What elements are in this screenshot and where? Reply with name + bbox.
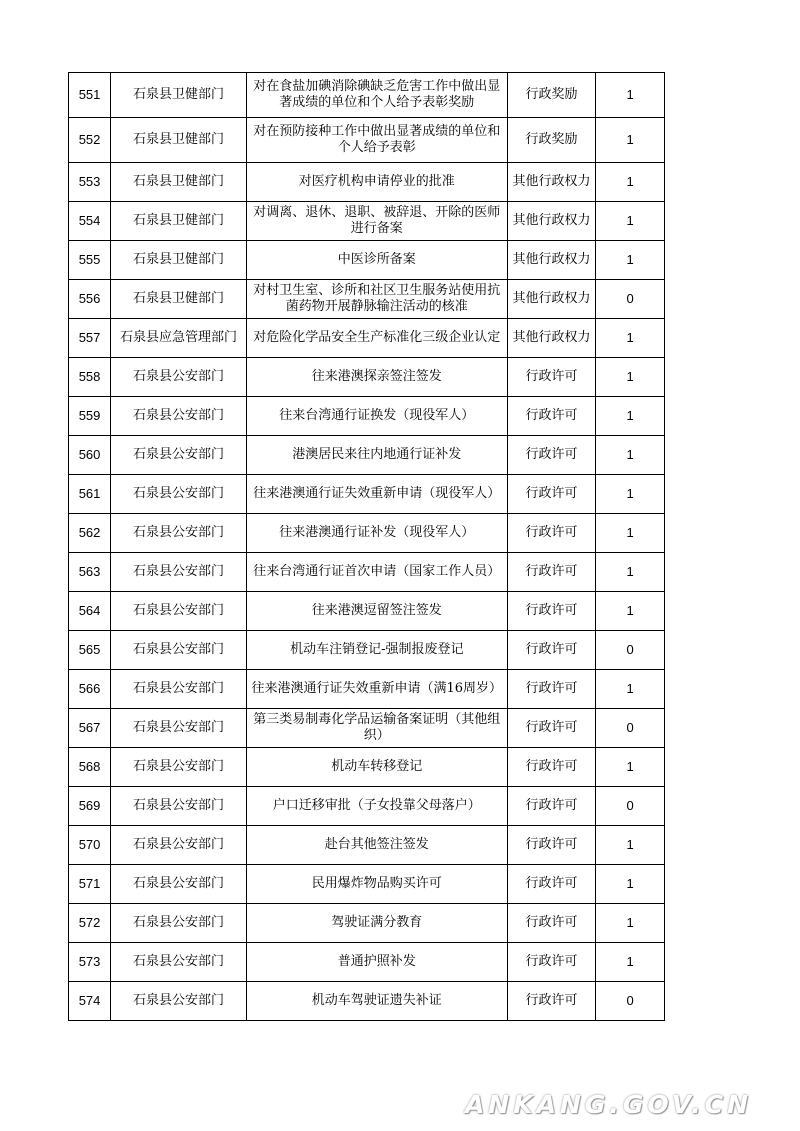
table-row bbox=[69, 748, 665, 787]
department-cell: 石泉县公安部门 bbox=[111, 514, 247, 553]
power-type-cell: 行政许可 bbox=[507, 475, 595, 514]
department-cell: 石泉县卫健部门 bbox=[111, 73, 247, 118]
item-count-cell: 1 bbox=[596, 865, 665, 904]
power-type-cell: 行政许可 bbox=[507, 709, 595, 748]
item-count-cell: 0 bbox=[596, 631, 665, 670]
row-number-cell: 560 bbox=[69, 436, 111, 475]
power-type-cell: 其他行政权力 bbox=[507, 319, 595, 358]
power-type-cell: 行政许可 bbox=[507, 514, 595, 553]
table-row bbox=[69, 397, 665, 436]
row-number-cell: 574 bbox=[69, 982, 111, 1021]
records-table bbox=[68, 72, 665, 1021]
item-count-cell: 0 bbox=[596, 787, 665, 826]
row-number-cell: 571 bbox=[69, 865, 111, 904]
table-row bbox=[69, 865, 665, 904]
item-count-cell: 0 bbox=[596, 982, 665, 1021]
power-type-cell: 行政许可 bbox=[507, 397, 595, 436]
row-number-cell: 554 bbox=[69, 202, 111, 241]
table-row bbox=[69, 241, 665, 280]
row-number-cell: 572 bbox=[69, 904, 111, 943]
item-name-cell: 往来港澳通行证补发（现役军人） bbox=[246, 514, 507, 553]
row-number-cell: 573 bbox=[69, 943, 111, 982]
table-row bbox=[69, 436, 665, 475]
row-number-cell: 570 bbox=[69, 826, 111, 865]
power-type-cell: 行政许可 bbox=[507, 943, 595, 982]
item-count-cell: 1 bbox=[596, 553, 665, 592]
row-number-cell: 558 bbox=[69, 358, 111, 397]
item-name-cell: 对在预防接种工作中做出显著成绩的单位和个人给予表彰 bbox=[246, 118, 507, 163]
row-number-cell: 569 bbox=[69, 787, 111, 826]
table-row bbox=[69, 358, 665, 397]
power-type-cell: 其他行政权力 bbox=[507, 202, 595, 241]
item-name-cell: 往来台湾通行证首次申请（国家工作人员） bbox=[246, 553, 507, 592]
table-row bbox=[69, 982, 665, 1021]
item-name-cell: 对危险化学品安全生产标准化三级企业认定 bbox=[246, 319, 507, 358]
department-cell: 石泉县公安部门 bbox=[111, 904, 247, 943]
row-number-cell: 562 bbox=[69, 514, 111, 553]
power-type-cell: 行政许可 bbox=[507, 631, 595, 670]
table-row bbox=[69, 118, 665, 163]
table-row bbox=[69, 826, 665, 865]
item-name-cell: 普通护照补发 bbox=[246, 943, 507, 982]
table-row bbox=[69, 631, 665, 670]
department-cell: 石泉县公安部门 bbox=[111, 982, 247, 1021]
power-type-cell: 行政许可 bbox=[507, 865, 595, 904]
records-table-body bbox=[69, 73, 665, 1021]
item-count-cell: 1 bbox=[596, 475, 665, 514]
table-row bbox=[69, 202, 665, 241]
row-number-cell: 561 bbox=[69, 475, 111, 514]
power-type-cell: 其他行政权力 bbox=[507, 241, 595, 280]
row-number-cell: 568 bbox=[69, 748, 111, 787]
department-cell: 石泉县公安部门 bbox=[111, 592, 247, 631]
item-count-cell: 1 bbox=[596, 319, 665, 358]
power-type-cell: 其他行政权力 bbox=[507, 163, 595, 202]
item-name-cell: 往来港澳通行证失效重新申请（满16周岁） bbox=[246, 670, 507, 709]
item-count-cell: 1 bbox=[596, 670, 665, 709]
department-cell: 石泉县公安部门 bbox=[111, 553, 247, 592]
power-type-cell: 行政许可 bbox=[507, 904, 595, 943]
table-row bbox=[69, 670, 665, 709]
item-count-cell: 1 bbox=[596, 592, 665, 631]
table-row bbox=[69, 475, 665, 514]
item-name-cell: 驾驶证满分教育 bbox=[246, 904, 507, 943]
power-type-cell: 行政许可 bbox=[507, 787, 595, 826]
department-cell: 石泉县公安部门 bbox=[111, 631, 247, 670]
department-cell: 石泉县公安部门 bbox=[111, 709, 247, 748]
item-count-cell: 1 bbox=[596, 943, 665, 982]
item-name-cell: 港澳居民来往内地通行证补发 bbox=[246, 436, 507, 475]
item-name-cell: 对在食盐加碘消除碘缺乏危害工作中做出显著成绩的单位和个人给予表彰奖励 bbox=[246, 73, 507, 118]
table-row bbox=[69, 319, 665, 358]
table-row bbox=[69, 904, 665, 943]
department-cell: 石泉县卫健部门 bbox=[111, 163, 247, 202]
table-row bbox=[69, 514, 665, 553]
table-row bbox=[69, 553, 665, 592]
item-name-cell: 往来港澳通行证失效重新申请（现役军人） bbox=[246, 475, 507, 514]
table-row bbox=[69, 943, 665, 982]
item-name-cell: 中医诊所备案 bbox=[246, 241, 507, 280]
table-row bbox=[69, 280, 665, 319]
row-number-cell: 563 bbox=[69, 553, 111, 592]
department-cell: 石泉县公安部门 bbox=[111, 670, 247, 709]
department-cell: 石泉县公安部门 bbox=[111, 436, 247, 475]
item-name-cell: 第三类易制毒化学品运输备案证明（其他组织） bbox=[246, 709, 507, 748]
power-type-cell: 行政许可 bbox=[507, 436, 595, 475]
power-type-cell: 行政许可 bbox=[507, 670, 595, 709]
table-row bbox=[69, 163, 665, 202]
item-name-cell: 对医疗机构申请停业的批准 bbox=[246, 163, 507, 202]
row-number-cell: 552 bbox=[69, 118, 111, 163]
item-count-cell: 1 bbox=[596, 358, 665, 397]
item-count-cell: 1 bbox=[596, 397, 665, 436]
power-type-cell: 其他行政权力 bbox=[507, 280, 595, 319]
item-count-cell: 1 bbox=[596, 241, 665, 280]
department-cell: 石泉县公安部门 bbox=[111, 748, 247, 787]
power-type-cell: 行政奖励 bbox=[507, 73, 595, 118]
item-count-cell: 1 bbox=[596, 514, 665, 553]
item-count-cell: 1 bbox=[596, 748, 665, 787]
item-name-cell: 户口迁移审批（子女投靠父母落户） bbox=[246, 787, 507, 826]
row-number-cell: 564 bbox=[69, 592, 111, 631]
item-count-cell: 1 bbox=[596, 118, 665, 163]
table-row bbox=[69, 73, 665, 118]
table-row bbox=[69, 709, 665, 748]
item-name-cell: 赴台其他签注签发 bbox=[246, 826, 507, 865]
row-number-cell: 559 bbox=[69, 397, 111, 436]
item-count-cell: 1 bbox=[596, 202, 665, 241]
table-row bbox=[69, 592, 665, 631]
item-name-cell: 机动车转移登记 bbox=[246, 748, 507, 787]
item-name-cell: 往来港澳探亲签注签发 bbox=[246, 358, 507, 397]
row-number-cell: 553 bbox=[69, 163, 111, 202]
department-cell: 石泉县公安部门 bbox=[111, 358, 247, 397]
item-count-cell: 1 bbox=[596, 73, 665, 118]
item-name-cell: 对调离、退休、退职、被辞退、开除的医师进行备案 bbox=[246, 202, 507, 241]
department-cell: 石泉县卫健部门 bbox=[111, 280, 247, 319]
department-cell: 石泉县公安部门 bbox=[111, 397, 247, 436]
row-number-cell: 555 bbox=[69, 241, 111, 280]
row-number-cell: 557 bbox=[69, 319, 111, 358]
department-cell: 石泉县公安部门 bbox=[111, 865, 247, 904]
item-name-cell: 对村卫生室、诊所和社区卫生服务站使用抗菌药物开展静脉输注活动的核准 bbox=[246, 280, 507, 319]
item-count-cell: 1 bbox=[596, 163, 665, 202]
power-type-cell: 行政许可 bbox=[507, 826, 595, 865]
power-type-cell: 行政许可 bbox=[507, 748, 595, 787]
row-number-cell: 565 bbox=[69, 631, 111, 670]
item-count-cell: 1 bbox=[596, 904, 665, 943]
department-cell: 石泉县公安部门 bbox=[111, 826, 247, 865]
item-count-cell: 0 bbox=[596, 280, 665, 319]
row-number-cell: 567 bbox=[69, 709, 111, 748]
department-cell: 石泉县公安部门 bbox=[111, 787, 247, 826]
item-count-cell: 0 bbox=[596, 709, 665, 748]
power-type-cell: 行政许可 bbox=[507, 982, 595, 1021]
item-count-cell: 1 bbox=[596, 826, 665, 865]
row-number-cell: 566 bbox=[69, 670, 111, 709]
department-cell: 石泉县卫健部门 bbox=[111, 202, 247, 241]
table-row bbox=[69, 787, 665, 826]
power-type-cell: 行政许可 bbox=[507, 592, 595, 631]
item-name-cell: 往来港澳逗留签注签发 bbox=[246, 592, 507, 631]
item-name-cell: 机动车注销登记-强制报废登记 bbox=[246, 631, 507, 670]
power-type-cell: 行政奖励 bbox=[507, 118, 595, 163]
power-type-cell: 行政许可 bbox=[507, 553, 595, 592]
department-cell: 石泉县应急管理部门 bbox=[111, 319, 247, 358]
department-cell: 石泉县卫健部门 bbox=[111, 241, 247, 280]
department-cell: 石泉县公安部门 bbox=[111, 943, 247, 982]
department-cell: 石泉县公安部门 bbox=[111, 475, 247, 514]
item-name-cell: 往来台湾通行证换发（现役军人） bbox=[246, 397, 507, 436]
power-type-cell: 行政许可 bbox=[507, 358, 595, 397]
site-watermark: ANKANG.GOV.CN bbox=[464, 1090, 752, 1119]
row-number-cell: 551 bbox=[69, 73, 111, 118]
item-name-cell: 机动车驾驶证遗失补证 bbox=[246, 982, 507, 1021]
item-count-cell: 1 bbox=[596, 436, 665, 475]
row-number-cell: 556 bbox=[69, 280, 111, 319]
item-name-cell: 民用爆炸物品购买许可 bbox=[246, 865, 507, 904]
department-cell: 石泉县卫健部门 bbox=[111, 118, 247, 163]
